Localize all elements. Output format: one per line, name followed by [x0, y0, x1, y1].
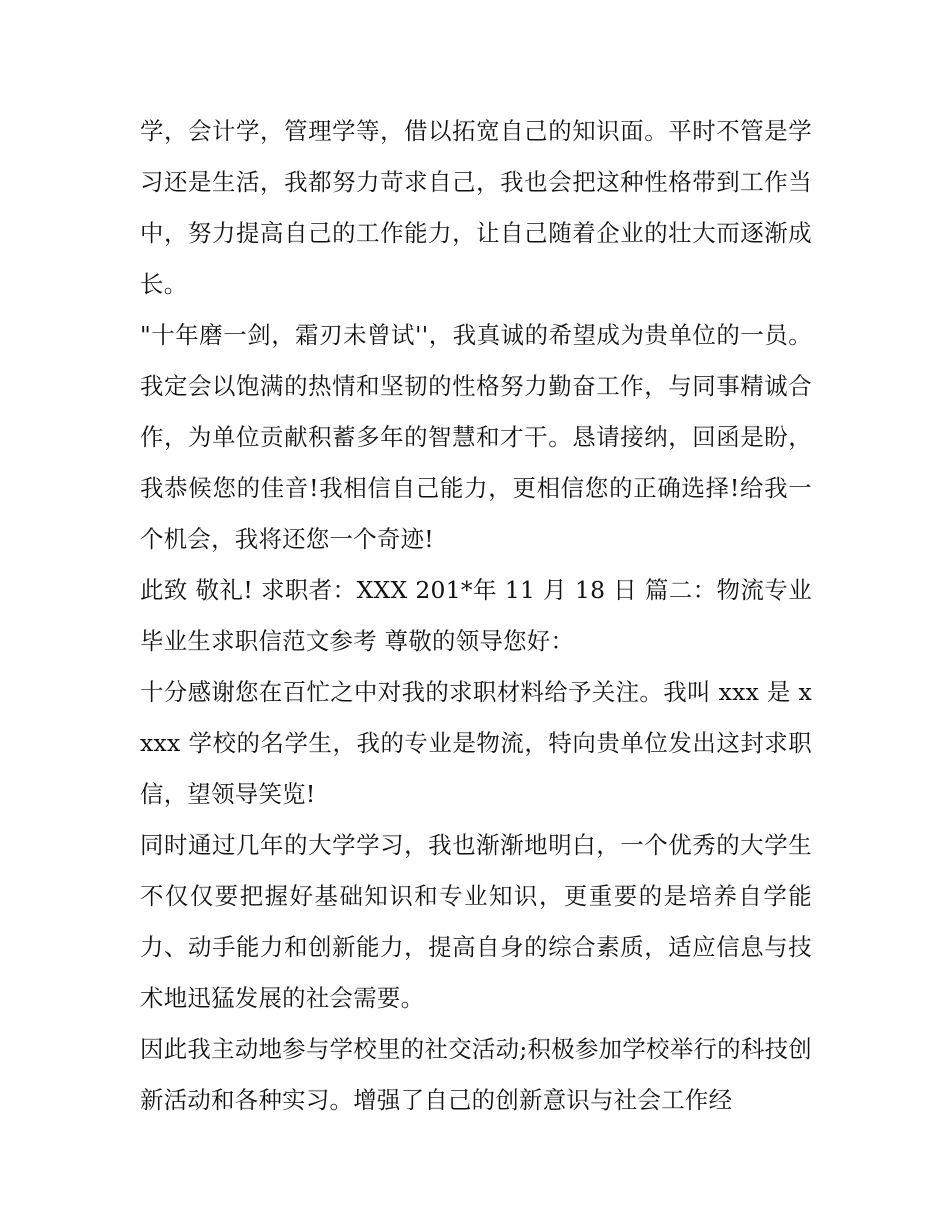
paragraph-5: 同时通过几年的大学学习，我也渐渐地明白，一个优秀的大学生不仅仅要把握好基础知识和专业知识，更重要的是培养自学能力、动手能力和创新能力，提高自身的综合素质，适应信息与技术地迅猛发展的社会需要。 — [140, 831, 812, 1012]
paragraph-3: 此致 敬礼! 求职者：XXX 201*年 11 月 18 日 篇二：物流专业毕业生求职信范文参考 尊敬的领导您好： — [140, 576, 812, 655]
document-body — [140, 106, 812, 1126]
paragraph-4: 十分感谢您在百忙之中对我的求职材料给予关注。我叫 xxx 是 xxxx 学校的名学生，我的专业是物流，特向贵单位发出这封求职信，望领导笑览! — [140, 678, 812, 808]
paragraph-1: 学，会计学，管理学等，借以拓宽自己的知识面。平时不管是学习还是生活，我都努力苛求自己，我也会把这种性格带到工作当中，努力提高自己的工作能力，让自己随着企业的壮大而逐渐成长。 — [140, 117, 812, 298]
paragraph-2: "十年磨一剑，霜刃未曾试''，我真诚的希望成为贵单位的一员。我定会以饱满的热情和坚韧的性格努力勤奋工作，与同事精诚合作，为单位贡献积蓄多年的智慧和才干。恳请接纳，回函是盼，我恭候您的佳音!我相信自己能力，更相信您的正确选择!给我一个机会，我将还您一个奇迹! — [140, 321, 812, 553]
paragraph-6: 因此我主动地参与学校里的社交活动;积极参加学校举行的科技创新活动和各种实习。增强了自己的创新意识与社会工作经 — [140, 1035, 812, 1114]
